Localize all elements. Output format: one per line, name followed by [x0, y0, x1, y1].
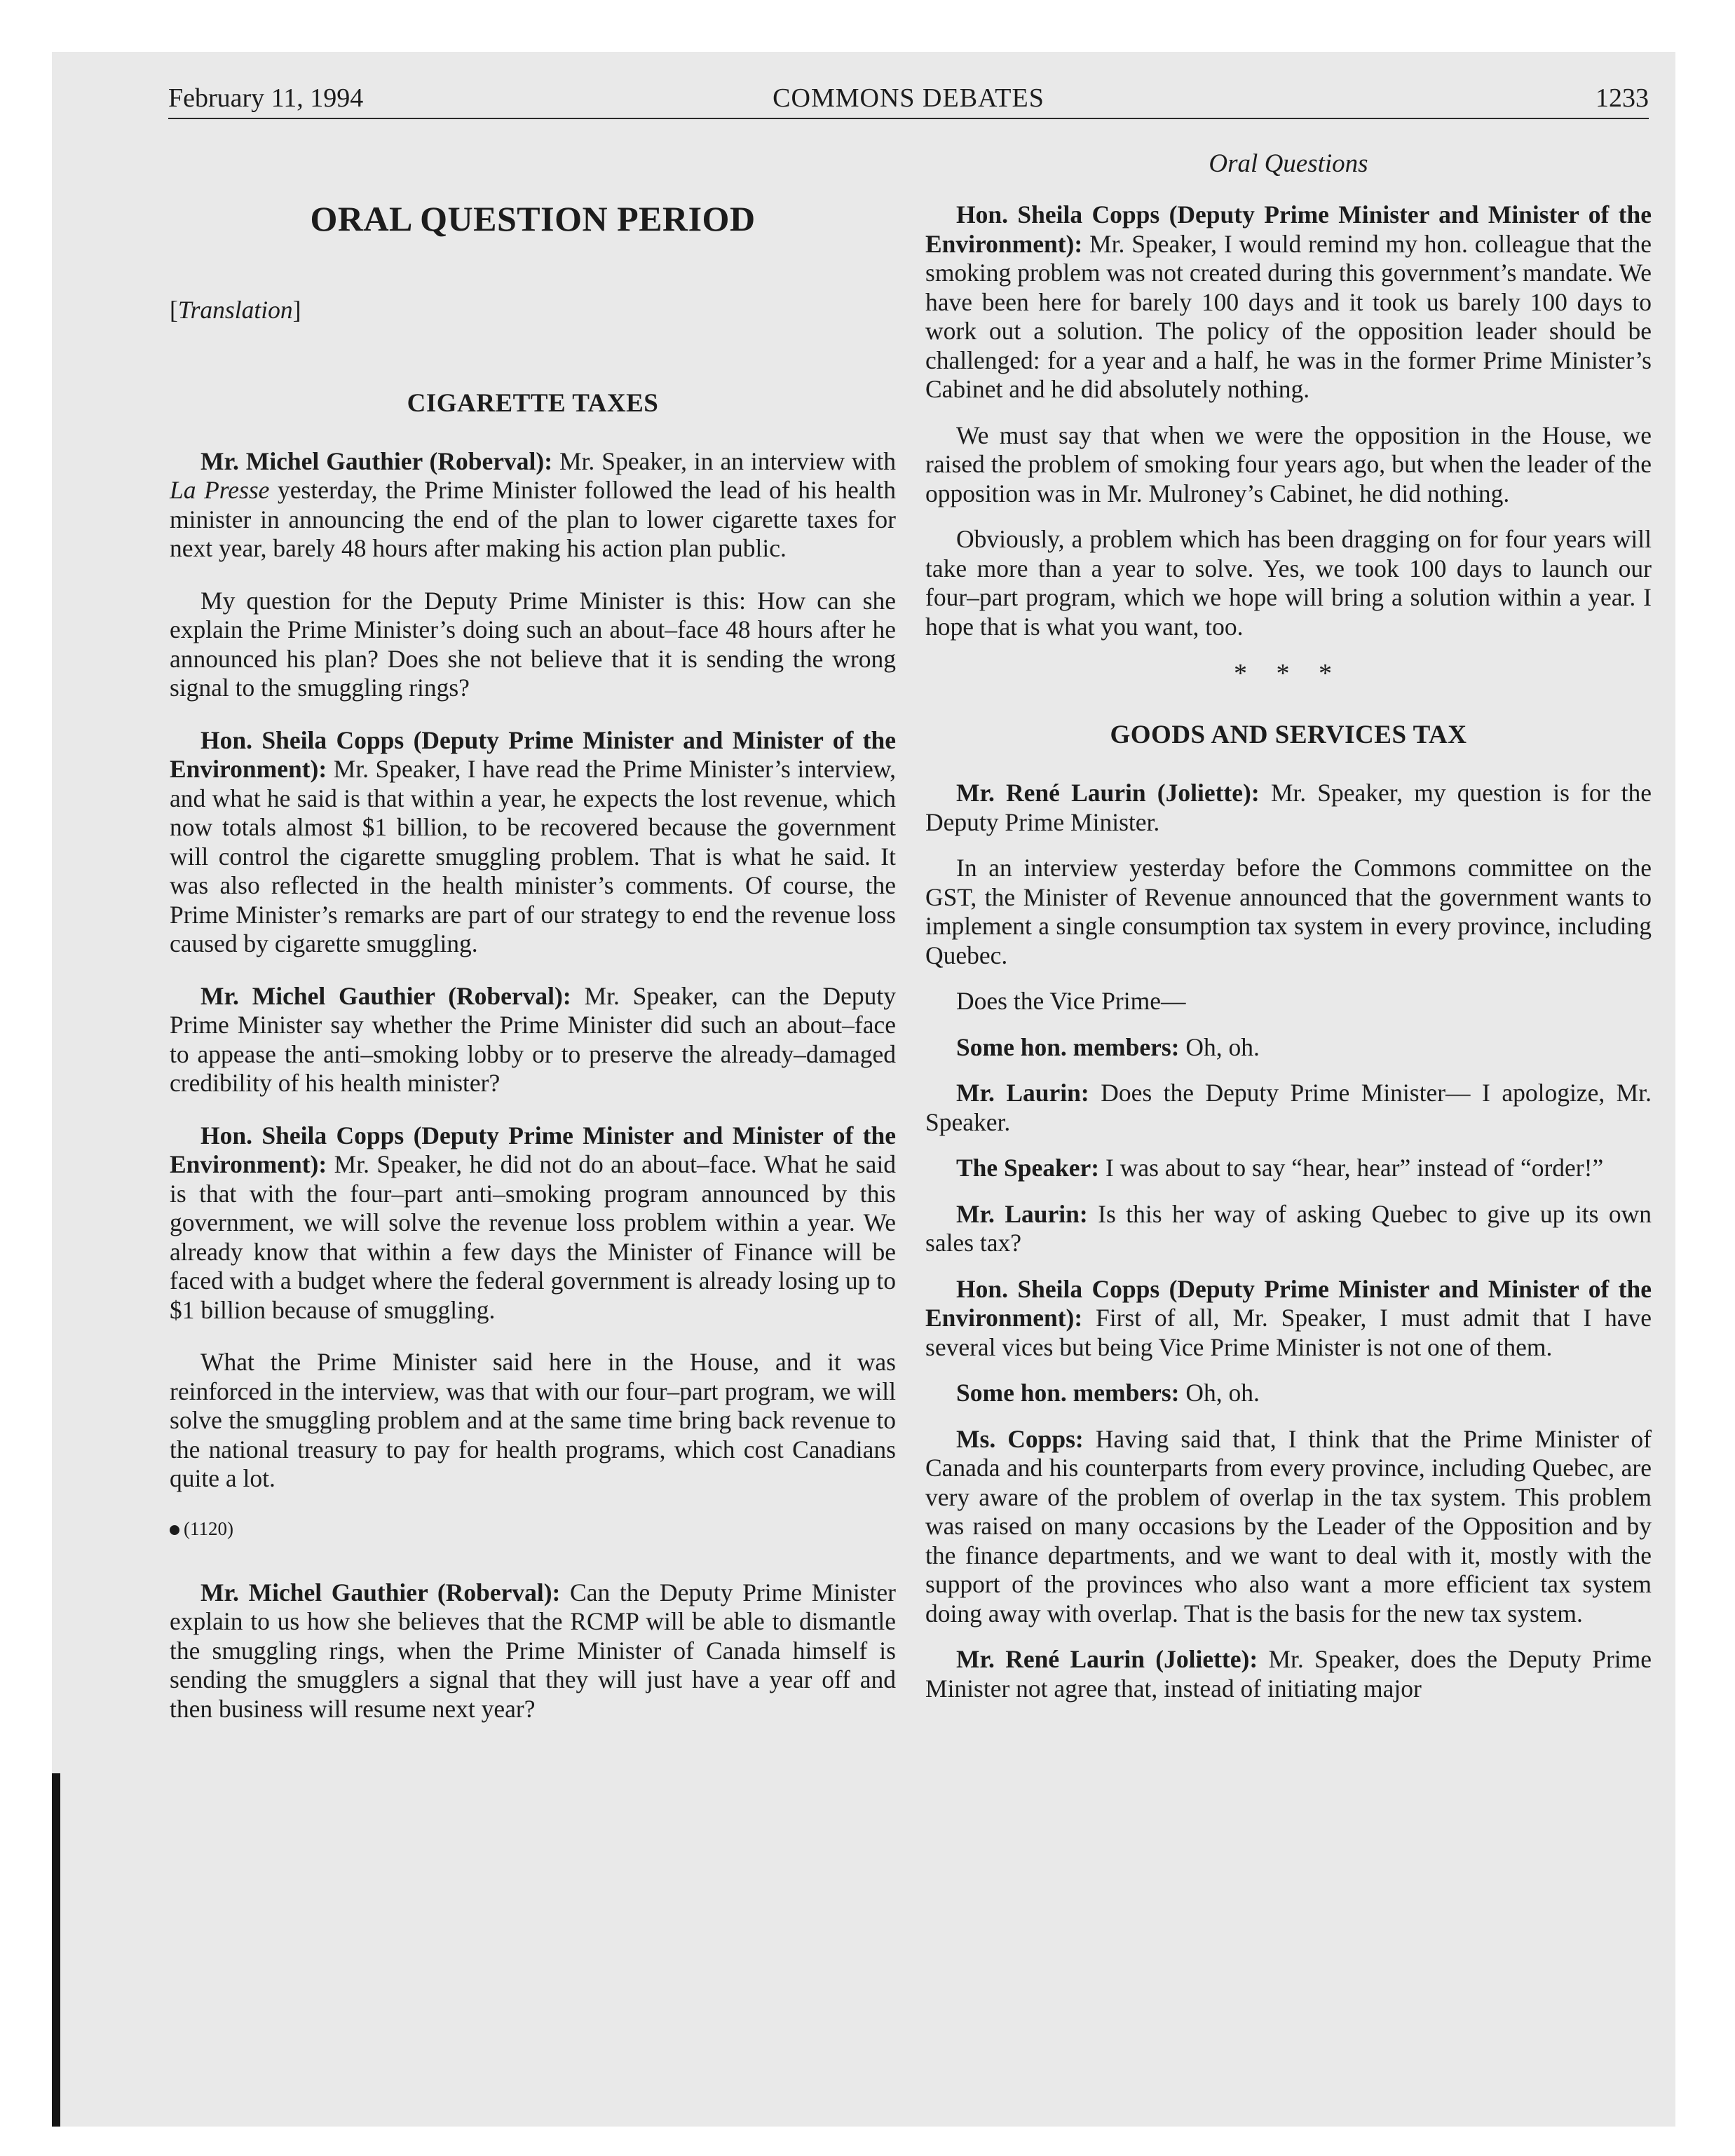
paragraph-text: We must say that when we were the opposition in the House, we raised the problem of smoking four years ago, but when the leader of the opposition was in Mr. Mulroney’s Cabinet, he did nothing.: [925, 421, 1652, 507]
paragraph-text: Does the Deputy Prime Minister— I apologize, Mr. Speaker.: [925, 1079, 1652, 1136]
paragraph-text: Mr. Speaker, does the Deputy Prime Minister not agree that, instead of initiating major: [925, 1645, 1652, 1703]
speaker-name: Mr. René Laurin (Joliette):: [956, 1645, 1258, 1673]
paragraph-text: Having said that, I think that the Prime Minister of Canada and his counterparts from every province, including Quebec, are very aware of the problem of overlap in the tax system. This problem was raised on many occasions by the Leader of the Opposition and by the finance departments, and we want to deal with it, mostly with the support of the provinces who also want a more efficient tax system doing away with overlap. That is the basis for the new tax system.: [925, 1424, 1652, 1628]
speaker-name: Mr. Michel Gauthier (Roberval):: [200, 446, 553, 475]
translation-note: [Translation]: [170, 296, 301, 324]
paragraph-text: Oh, oh.: [1179, 1379, 1260, 1407]
paragraph: [170, 1121, 896, 1325]
paragraph: [925, 200, 1652, 404]
paragraph-text: Mr. Speaker, I would remind my hon. colleague that the smoking problem was not created during this government’s mandate. We have been here for barely 100 days and it took us barely 100 days to work out a solution. The policy of the opposition leader should be challenged: for a year and a half, he was in the former Prime Minister’s Cabinet and he did absolutely nothing.: [925, 229, 1652, 403]
publication-name: La Presse: [170, 476, 270, 504]
paragraph-text: Is this her way of asking Quebec to give up its own sales tax?: [925, 1199, 1652, 1257]
paragraph: [925, 1079, 1652, 1137]
translation-label: Translation: [177, 296, 293, 324]
speaker-name: Hon. Sheila Copps (Deputy Prime Minister and Minister of the Environment):: [170, 1121, 896, 1178]
speaker-name: Some hon. members:: [956, 1032, 1180, 1061]
paragraph-text: Can the Deputy Prime Minister explain to us how she believes that the RCMP will be able to dismantle the smuggling rings, when the Prime Minister of Canada himself is sending the smugglers a signal that they will just have a year off and then business will resume next year?: [170, 1578, 896, 1723]
header-date: February 11, 1994: [168, 83, 364, 113]
paragraph: [170, 726, 896, 959]
speaker-name: The Speaker:: [956, 1154, 1100, 1182]
paragraph-text: Mr. Speaker, he did not do an about–face. What he said is that with the four–part anti–smoking program announced by this government, we will solve the revenue loss problem within a year. We already know that within a few days the Minister of Finance will be faced with a budget where the federal government is already losing up to $1 billion because of smuggling.: [170, 1150, 896, 1324]
section-label: Oral Questions: [1209, 149, 1368, 178]
paragraph-text: In an interview yesterday before the Commons committee on the GST, the Minister of Revenue announced that the government wants to implement a single consumption tax system in every province, including Quebec.: [925, 854, 1652, 969]
paragraph: [170, 587, 896, 703]
speaker-name: Mr. Laurin:: [956, 1079, 1089, 1107]
paragraph: [925, 1425, 1652, 1629]
speaker-name: Hon. Sheila Copps (Deputy Prime Minister and Minister of the Environment):: [170, 725, 896, 783]
header-page-number: 1233: [1595, 83, 1649, 113]
speaker-name: Some hon. members:: [956, 1379, 1180, 1407]
time-marker-text: (1120): [184, 1517, 233, 1539]
paragraph-text: yesterday, the Prime Minister followed the lead of his health minister in announcing the end of the plan to lower cigarette taxes for next year, barely 48 hours after making his action plan public.: [170, 476, 896, 562]
right-column: [925, 149, 1652, 1720]
paragraph-text: What the Prime Minister said here in the House, and it was reinforced in the interview, was that with our four–part program, we will solve the smuggling problem and at the same time bring back revenue to the national treasury to pay for health programs, which cost Canadians quite a lot.: [170, 1348, 896, 1492]
section-heading-cigarette-taxes: CIGARETTE TAXES: [407, 388, 659, 418]
paragraph-text: My question for the Deputy Prime Minister is this: How can she explain the Prime Minister’s doing such an about–face 48 hours after he announced his plan? Does she not believe that it is sending the wrong signal to the smuggling rings?: [170, 586, 896, 702]
running-header: [168, 79, 1649, 118]
paragraph-text: Mr. Speaker, my question is for the Deputy Prime Minister.: [925, 779, 1652, 836]
paragraph-text: I was about to say “hear, hear” instead of “order!”: [1099, 1154, 1604, 1182]
header-journal-title: COMMONS DEBATES: [773, 83, 1045, 113]
paragraph: [170, 982, 896, 1098]
section-separator: * * *: [1234, 659, 1343, 688]
paragraph: [925, 525, 1652, 641]
paragraph-text: Obviously, a problem which has been dragging on for four years will take more than a year to solve. Yes, we took 100 days to launch our four–part program, which we hope will bring a solution within a year. I hope that is what you want, too.: [925, 525, 1652, 641]
header-rule: [168, 118, 1649, 119]
paragraph: [925, 1200, 1652, 1258]
paragraph: [925, 987, 1652, 1016]
paragraph: [170, 447, 896, 564]
paragraph: [925, 779, 1652, 837]
speaker-name: Hon. Sheila Copps (Deputy Prime Minister and Minister of the Environment):: [925, 1274, 1652, 1332]
paragraph-text: First of all, Mr. Speaker, I must admit that I have several vices but being Vice Prime Minister is not one of them.: [925, 1304, 1652, 1361]
paragraph-text: Mr. Speaker, in an interview with: [552, 446, 897, 475]
page-title: ORAL QUESTION PERIOD: [310, 199, 756, 238]
speaker-name: Mr. René Laurin (Joliette):: [956, 779, 1260, 807]
speaker-name: Ms. Copps:: [956, 1424, 1084, 1453]
paragraph: [925, 1154, 1652, 1183]
paragraph: [925, 1275, 1652, 1363]
speaker-name: Hon. Sheila Copps (Deputy Prime Minister and Minister of the Environment):: [925, 200, 1652, 258]
paragraph-text: Does the Vice Prime—: [956, 987, 1186, 1015]
left-column: [170, 198, 896, 1747]
paragraph: [925, 854, 1652, 970]
speaker-name: Mr. Laurin:: [956, 1199, 1088, 1228]
paragraph: [170, 1578, 896, 1724]
paragraph-text: Mr. Speaker, I have read the Prime Minister’s interview, and what he said is that within a year, he expects the lost revenue, which now totals almost $1 billion, to be recovered because the government will control the cigarette smuggling problem. That is what he said. It was also reflected in the health minister’s comments. Of course, the Prime Minister’s remarks are part of our strategy to end the revenue loss caused by cigarette smuggling.: [170, 755, 896, 957]
paragraph-text: Mr. Speaker, can the Deputy Prime Minister say whether the Prime Minister did such an about–face to appease the anti–smoking lobby or to preserve the already–damaged credibility of his health minister?: [170, 981, 897, 1097]
speaker-name: Mr. Michel Gauthier (Roberval):: [200, 981, 571, 1010]
paragraph: [925, 421, 1652, 509]
speaker-name: Mr. Michel Gauthier (Roberval):: [200, 1578, 561, 1606]
paragraph-text: Oh, oh.: [1179, 1032, 1260, 1061]
bullet-icon: [170, 1525, 179, 1535]
time-marker: [170, 1517, 896, 1541]
section-heading-gst: GOODS AND SERVICES TAX: [1110, 721, 1467, 749]
paragraph: [925, 1033, 1652, 1063]
paragraph: [170, 1348, 896, 1494]
paragraph: [925, 1645, 1652, 1703]
scan-shadow-edge: [52, 1773, 60, 2127]
paragraph: [925, 1379, 1652, 1408]
